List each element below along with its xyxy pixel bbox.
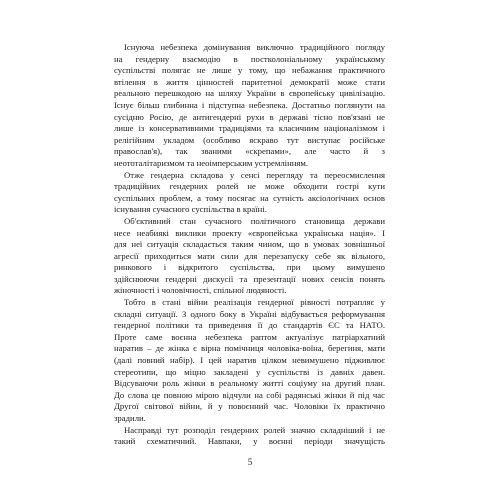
- text-line: стереотипи, що міцно закладені у суспільстві із давніх давен.: [114, 366, 385, 377]
- text-line: жіночності і чоловічності, спільної людяності.: [114, 285, 287, 296]
- text-line: гендерної політики та приведення її до стандартів ЄС та НАТО.: [114, 320, 385, 331]
- text-line: суспільстві полягає не лише у тому, що небажання практичного: [114, 65, 385, 76]
- text-line: релігійним укладом (особливо яскраво тут виступає російське: [114, 134, 385, 145]
- text-line: Тобто в стані війни реалізація гендерної рівності потрапляє у: [124, 297, 385, 308]
- text-line: (далі повний набір). І цей наратив цілком невимушено підживлює: [114, 355, 385, 366]
- text-line: суспільних проблем, а тому посягає на сутність аксіологічних основ: [114, 192, 385, 203]
- text-line: православ'я), так званими «скрепами», але часто й з: [114, 146, 385, 157]
- text-line: лише із консервативними традиціями та класичним націоналізмом і: [114, 123, 385, 134]
- page-number: 5: [247, 457, 253, 467]
- text-line: на гендерну взаємодію в постколоніальному українському: [114, 53, 385, 64]
- text-line: Проте саме воєнна небезпека раптом актуалізує патріархатний: [114, 331, 385, 342]
- text-line: Насправді тут розподіл гендерних ролей значно складніший і не: [124, 424, 385, 435]
- text-line: агресії приходиться мати сили для перезапуску себе як вільного,: [114, 250, 385, 261]
- text-line: наратив – де жінка є вірна помічниця чоловіка-воїна, берегиня, мати: [114, 343, 385, 354]
- text-line: Відсуваючи роль жінки в реальному житті соціуму на другий план.: [114, 378, 385, 389]
- text-line: ринкового і відкритого суспільства, при цьому вимушено: [114, 262, 385, 273]
- text-line: традиційних гендерних ролей не може обходити гострі кути: [114, 181, 385, 192]
- text-line: здійснюючи гендерні дискусії та презентації нових сенсів понять: [114, 273, 385, 284]
- text-line: Отже гендерна складова у сенсі перегляду та переосмислення: [124, 169, 385, 180]
- text-line: такий схематичний. Навпаки, у воєнні періоди значущість: [114, 436, 385, 447]
- text-line: Об'єктивний стан сучасного політичного становища держави: [124, 215, 385, 226]
- text-line: Існуюча небезпека домінування виключно традиційного погляду: [124, 42, 385, 52]
- text-line: втілення в життя цінностей паритетної демократії може стати: [114, 76, 385, 87]
- text-line: До слова це повною мірою відчули на собі радянські жінки й під час: [114, 389, 385, 400]
- body-text: [114, 42, 385, 448]
- text-line: сусідню Росію, де антигендерні рухи в державі тісно пов'язані не: [114, 111, 385, 122]
- text-line: існування сучасного суспільства в країні.: [114, 204, 267, 215]
- text-line: Існує більш глибинна і підступна небезпека. Достатньо поглянути на: [114, 99, 385, 110]
- text-line: реальною перешкодою на шляху України в європейську цивілізацію.: [114, 88, 385, 99]
- text-line: зрадили.: [114, 413, 146, 423]
- text-line: для неї ситуація складається таким чином, що в умовах зовнішньої: [114, 239, 385, 250]
- text-line: неототалітаризмом та неоімперським устремлінням.: [114, 157, 309, 168]
- text-line: складні ситуації. З одного боку в Україні відбувається реформування: [114, 308, 385, 319]
- text-line: Другої світової війни, й у повоєнний час. Чоловіки їх практично: [114, 401, 385, 412]
- text-line: несе неабиякі виклики проекту «європейська українська нація». І: [114, 227, 385, 238]
